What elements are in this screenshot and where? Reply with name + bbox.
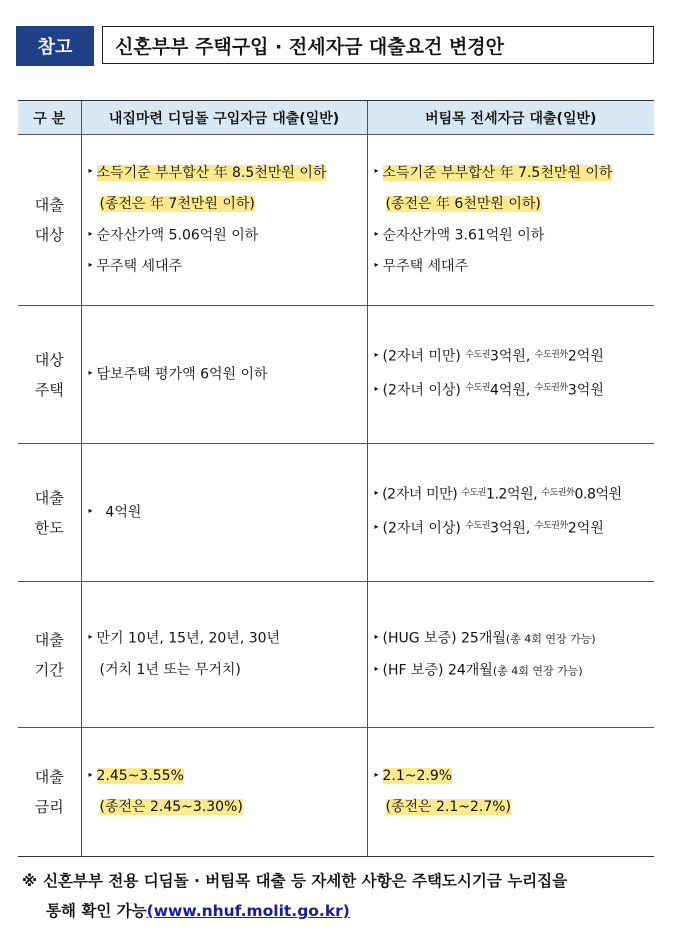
- footnote-line-1: 신혼부부 전용 디딤돌 · 버팀목 대출 등 자세한 사항은 주택도시기금 누리집을: [43, 872, 568, 890]
- homeless-householder-text: 무주택 세대주: [96, 258, 183, 275]
- region-superscript: 수도권: [465, 521, 490, 531]
- row-label-line: 한도: [34, 518, 64, 537]
- deposit-limit-value: 3억원: [567, 382, 604, 398]
- beotimmok-loan-period-cell: [367, 582, 654, 728]
- header-didimdol-loan: 내집마련 디딤돌 구입자금 대출(일반): [81, 101, 367, 135]
- row-label-line: 주택: [34, 380, 64, 399]
- header-category: 구 분: [18, 101, 81, 135]
- footnote-line-2: 통해 확인 가능: [46, 902, 147, 920]
- net-asset-text: 순자산가액 5.06억원 이하: [96, 227, 259, 244]
- row-label-line: 기간: [34, 660, 64, 679]
- region-superscript: 수도권外: [534, 349, 568, 360]
- loan-limit-value: 1.2억원,: [485, 486, 542, 503]
- didimdol-loan-period-cell: [81, 582, 367, 728]
- bullet-triangle-icon: ▸: [374, 521, 379, 531]
- row-label-target-house: [18, 306, 81, 444]
- guarantee-period-text: (HUG 보증) 25개월: [382, 630, 506, 647]
- page-title: 신혼부부 주택구입 · 전세자금 대출요건 변경안: [102, 26, 654, 64]
- bullet-triangle-icon: ▸: [374, 769, 379, 779]
- bullet-triangle-icon: ▸: [374, 632, 379, 641]
- interest-rate-value: 2.45~3.55%: [96, 768, 184, 785]
- loan-limit-value: 4억원: [105, 504, 142, 521]
- children-condition-text: (2자녀 이상): [382, 520, 466, 536]
- row-label-interest-rate: [18, 728, 81, 857]
- region-superscript: 수도권外: [541, 487, 575, 498]
- region-superscript: 수도권: [465, 349, 490, 360]
- row-label-line: 대출: [34, 630, 64, 649]
- income-criteria-text: 소득기준 부부합산 年 7.5천만원 이하: [382, 164, 613, 181]
- row-label-line: 대상: [34, 350, 64, 369]
- didimdol-target-house-cell: [81, 306, 367, 444]
- maturity-text: 만기 10년, 15년, 20년, 30년: [96, 630, 281, 647]
- reference-mark: ※: [22, 872, 38, 890]
- didimdol-loan-target-cell: [81, 135, 367, 306]
- bullet-triangle-icon: ▸: [374, 663, 379, 673]
- region-superscript: 수도권: [461, 487, 486, 498]
- beotimmok-loan-limit-cell: [367, 444, 654, 582]
- row-label-loan-limit: [18, 444, 81, 582]
- loan-requirements-table: [18, 100, 654, 857]
- bullet-triangle-icon: ▸: [88, 166, 93, 176]
- nhuf-website-link[interactable]: (www.nhuf.molit.go.kr): [146, 902, 350, 920]
- extension-note: (총 4회 연장 가능): [492, 664, 583, 677]
- beotimmok-target-house-cell: [367, 306, 654, 444]
- region-superscript: 수도권外: [534, 521, 568, 531]
- children-condition-text: (2자녀 이상): [382, 382, 466, 398]
- row-label-line: 대출: [34, 196, 64, 214]
- bullet-triangle-icon: ▸: [88, 505, 93, 515]
- bullet-triangle-icon: ▸: [88, 769, 93, 779]
- row-label-line: 대출: [34, 488, 64, 507]
- previous-criteria-text: (종전은 年 7천만원 이하): [99, 195, 255, 212]
- previous-rate-text: (종전은 2.45~3.30%): [99, 799, 243, 816]
- homeless-householder-text: 무주택 세대주: [382, 258, 469, 275]
- loan-limit-value: 3억원,: [489, 520, 535, 536]
- deposit-limit-value: 4억원,: [489, 382, 535, 398]
- bullet-triangle-icon: ▸: [88, 632, 93, 642]
- row-label-loan-target: [18, 135, 81, 306]
- children-condition-text: (2자녀 미만): [382, 486, 462, 503]
- bullet-triangle-icon: ▸: [374, 488, 379, 497]
- children-condition-text: (2자녀 미만): [382, 348, 466, 365]
- bullet-triangle-icon: ▸: [374, 260, 379, 270]
- didimdol-interest-rate-cell: [81, 728, 367, 857]
- bullet-triangle-icon: ▸: [374, 228, 379, 238]
- bullet-triangle-icon: ▸: [374, 383, 379, 393]
- row-label-line: 금리: [34, 798, 64, 816]
- grace-period-text: (거치 1년 또는 무거치): [99, 661, 241, 678]
- region-superscript: 수도권: [465, 383, 490, 393]
- income-criteria-text: 소득기준 부부합산 年 8.5천만원 이하: [96, 164, 327, 181]
- row-label-line: 대출: [34, 768, 64, 786]
- loan-limit-value: 0.8억원: [574, 486, 622, 503]
- bullet-triangle-icon: ▸: [88, 260, 93, 270]
- bullet-triangle-icon: ▸: [88, 367, 93, 377]
- deposit-limit-value: 3억원,: [489, 348, 535, 365]
- beotimmok-interest-rate-cell: [367, 728, 654, 857]
- didimdol-loan-limit-cell: [81, 444, 367, 582]
- loan-limit-value: 2억원: [567, 520, 604, 536]
- bullet-triangle-icon: ▸: [374, 350, 379, 359]
- extension-note: (총 4회 연장 가능): [505, 632, 596, 646]
- guarantee-period-text: (HF 보증) 24개월: [382, 662, 493, 678]
- interest-rate-value: 2.1~2.9%: [382, 768, 453, 785]
- previous-rate-text: (종전은 2.1~2.7%): [385, 799, 512, 816]
- footnote: [22, 866, 672, 926]
- region-superscript: 수도권外: [534, 383, 568, 393]
- bullet-triangle-icon: ▸: [88, 228, 93, 238]
- net-asset-text: 순자산가액 3.61억원 이하: [382, 227, 545, 244]
- beotimmok-loan-target-cell: [367, 135, 654, 306]
- previous-criteria-text: (종전은 年 6천만원 이하): [385, 195, 541, 212]
- header-beotimmok-loan: 버팀목 전세자금 대출(일반): [367, 101, 654, 135]
- reference-badge: 참고: [16, 26, 94, 66]
- house-value-text: 담보주택 평가액 6억원 이하: [96, 366, 268, 383]
- row-label-line: 대상: [34, 226, 64, 244]
- row-label-loan-period: [18, 582, 81, 728]
- deposit-limit-value: 2억원: [567, 348, 604, 365]
- bullet-triangle-icon: ▸: [374, 166, 379, 176]
